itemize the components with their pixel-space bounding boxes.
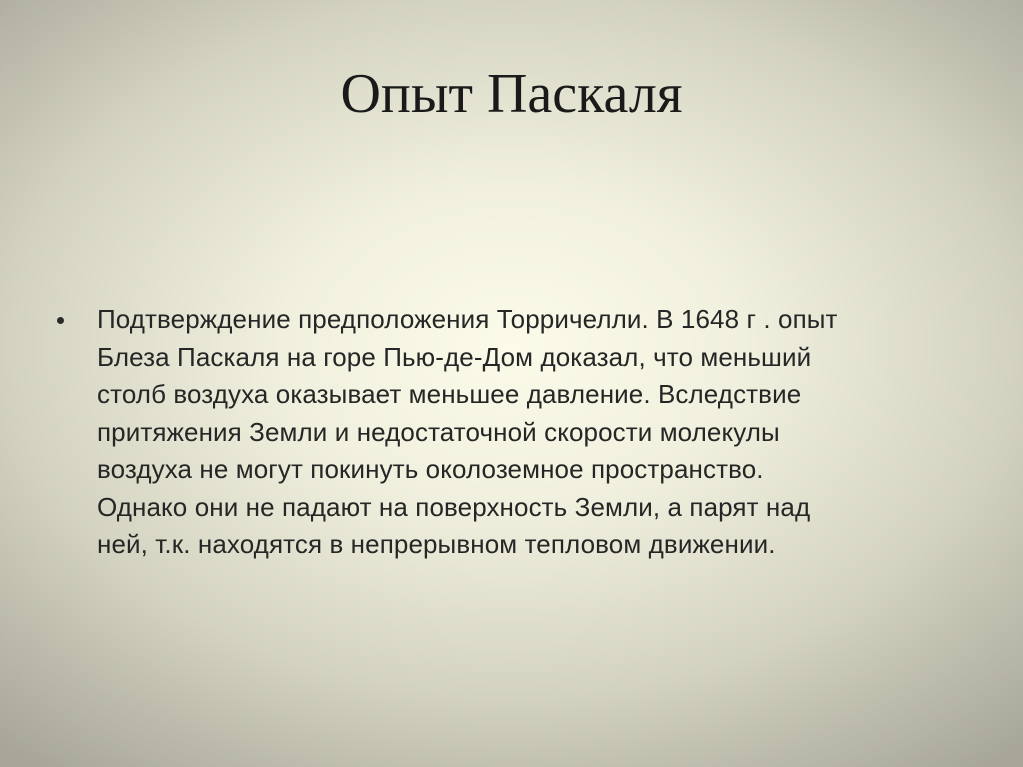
bullet-line: Блеза Паскаля на горе Пью-де-Дом доказал, что меньший (97, 341, 812, 372)
bullet-line: воздуха не могут покинуть околоземное пространство. (97, 454, 764, 484)
bullet-line: Однако они не падают на поверхность Земли, а парят над (97, 491, 811, 522)
slide-title: Опыт Паскаля (340, 63, 683, 125)
bullet-line: ней, т.к. находятся в непрерывном тепловом движении. (97, 529, 776, 559)
bullet-line: притяжения Земли и недостаточной скорости молекулы (97, 416, 780, 447)
slide-body (57, 301, 977, 564)
bullet-dot-icon (57, 317, 64, 324)
bullet-text (97, 301, 977, 564)
bullet-line: столб воздуха оказывает меньшее давление. Вследствие (97, 379, 802, 409)
bullet-line: Подтверждение предположения Торричелли. В 1648 г . опыт (97, 304, 838, 334)
bullet-item (57, 301, 977, 564)
